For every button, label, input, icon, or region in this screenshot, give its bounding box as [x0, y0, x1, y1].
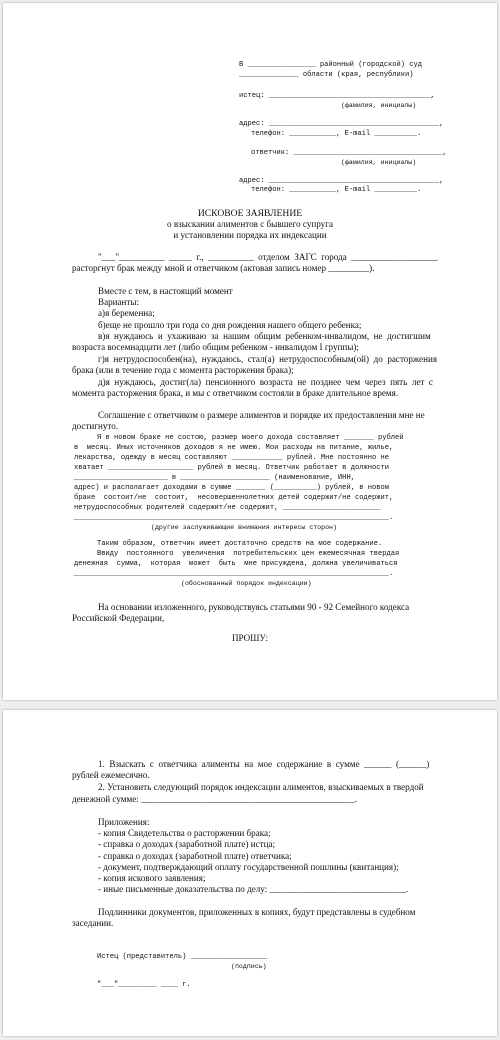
indexation-line-2: денежная сумма, которая может быть мне присуждена, должна увеличиваться	[74, 560, 398, 568]
income-line-9: __________________________________________________________________________.	[74, 514, 394, 522]
income-line-3: лекарства, одежду в месяц составляют ____________ рублей. Мне постоянно не	[74, 454, 390, 462]
document-page-1	[3, 3, 497, 700]
sufficiency-line: Таким образом, ответчик имеет достаточно средств на мое содержание.	[97, 540, 383, 548]
indexation-caption: (обоснованный порядок индексации)	[181, 580, 312, 587]
originals-line-2: заседании.	[72, 918, 114, 928]
plaintiff-phone-line: телефон: ___________, E-mail __________.	[251, 130, 422, 138]
document-title: ИСКОВОЕ ЗАЯВЛЕНИЕ	[197, 208, 303, 219]
originals-line-1: Подлинники документов, приложенных в копиях, будут представлены в судебном	[98, 907, 416, 917]
signature-line: Истец (представитель) __________________	[97, 953, 268, 961]
request-1-line-2: рублей ежемесячно.	[72, 770, 150, 780]
interests-caption: (другие заслуживающие внимания интересы сторон)	[151, 524, 337, 531]
income-line-5: ______________________ в _____________________ (наименование, ИНН,	[74, 474, 355, 482]
indexation-line-3: __________________________________________________________________________.	[74, 570, 394, 578]
income-line-4: хватает ____________________ рублей в месяц. Ответчик работает в должности	[74, 464, 390, 472]
income-line-8: нетрудоспособных родителей содержит/не содержит, _______________________	[74, 504, 381, 512]
income-line-6: адрес) и располагает доходами в сумме _______ (__________) рублей, в новом	[74, 484, 390, 492]
defendant-address-line: адрес: ________________________________________,	[239, 177, 444, 185]
court-line: В ________________ районный (городской) суд	[239, 61, 423, 69]
date-line: "___"_________ ____ г.	[97, 981, 191, 989]
document-page-2	[3, 710, 497, 1036]
plaintiff-address-line: адрес: ________________________________________,	[239, 120, 444, 128]
signature-caption: (подпись)	[231, 963, 267, 970]
divorce-line-1: "___"__________ _____ г., __________ отделом ЗАГС города ___________________	[98, 252, 438, 262]
attachments-title: Приложения:	[98, 817, 150, 827]
basis-line-2: Российской Федерации,	[72, 613, 165, 623]
document-subtitle-2: и установлении порядка их индексации	[173, 230, 327, 240]
variant-v-line-1: в)я нуждаюсь и ухаживаю за нашим общим ребенком-инвалидом, не достигшим	[98, 331, 431, 341]
defendant-phone-line: телефон: ___________, E-mail __________.	[251, 186, 422, 194]
defendant-line: ответчик: ___________________________________,	[251, 149, 447, 157]
agreement-line-1: Соглашение с ответчиком о размере алиментов и порядке их предоставления мне не	[98, 410, 425, 420]
defendant-caption: (фамилия, инициалы)	[341, 159, 417, 166]
request-2-line-1: 2. Установить следующий порядок индексации алиментов, взыскиваемых в твердой	[98, 782, 424, 792]
request-2-line-2: денежной сумме: _______________________________________________.	[72, 794, 358, 804]
document-subtitle-1: о взыскании алиментов с бывшего супруга	[167, 219, 333, 229]
current-state-line: Вместе с тем, в настоящий момент	[98, 286, 233, 296]
request-1-line-1: 1. Взыскать с ответчика алименты на мое содержание в сумме ______ (______)	[98, 759, 430, 769]
variant-d-line-1: д)я нуждаюсь, достиг(ла) пенсионного возраста не позднее чем через пять лет с	[98, 377, 433, 387]
variant-g-line-1: г)я нетрудоспособен(на), нуждаюсь, стал(а) нетрудоспособным(ой) до расторжения	[98, 354, 438, 364]
income-line-7: браке состоит/не состоит, несовершеннолетних детей содержит/не содержит,	[74, 494, 394, 502]
basis-line-1: На основании изложенного, руководствуясь статьями 90 - 92 Семейного кодекса	[98, 602, 410, 612]
attachment-item: - справка о доходах (заработной плате) ответчика;	[98, 851, 292, 861]
attachment-item: - копия искового заявления;	[98, 873, 206, 883]
attachment-item: - иные письменные доказательства по делу: ______________________________.	[98, 884, 409, 894]
income-line-2: в месяц. Иных источников доходов я не имею. Мои расходы на питание, жилье,	[74, 444, 394, 452]
attachment-item: - копия Свидетельства о расторжении брака;	[98, 828, 271, 838]
region-line: ______________ области (края, республики)	[239, 71, 414, 79]
agreement-line-2: достигнуто.	[72, 421, 119, 431]
variant-d-line-2: момента расторжения брака, и мы с ответчиком состояли в браке длительное время.	[72, 388, 399, 398]
divorce-line-2: расторгнут брак между мной и ответчиком (актовая запись номер _________).	[72, 263, 375, 273]
attachment-item: - справка о доходах (заработной плате) истца;	[98, 839, 276, 849]
plaintiff-caption: (фамилия, инициалы)	[341, 102, 417, 109]
variant-g-line-2: брака (или в течение года с момента расторжения брака);	[72, 365, 294, 375]
attachment-item: - документ, подтверждающий оплату государственной пошлины (квитанция);	[98, 862, 399, 872]
indexation-line-1: Ввиду постоянного увеличения потребительских цен ежемесячная твердая	[97, 550, 400, 558]
request-heading: ПРОШУ:	[231, 633, 269, 643]
variant-a: а)я беременна;	[98, 308, 155, 318]
variants-label: Варианты:	[98, 297, 140, 307]
income-line-1: Я в новом браке не состою, размер моего дохода составляет _______ рублей	[97, 434, 404, 442]
plaintiff-line: истец: ______________________________________,	[239, 92, 435, 100]
variant-v-line-2: возраста восемнадцати лет (либо общим ребенком - инвалидом I группы);	[72, 342, 359, 352]
variant-b: б)еще не прошло три года со дня рождения нашего общего ребенка;	[98, 320, 362, 330]
